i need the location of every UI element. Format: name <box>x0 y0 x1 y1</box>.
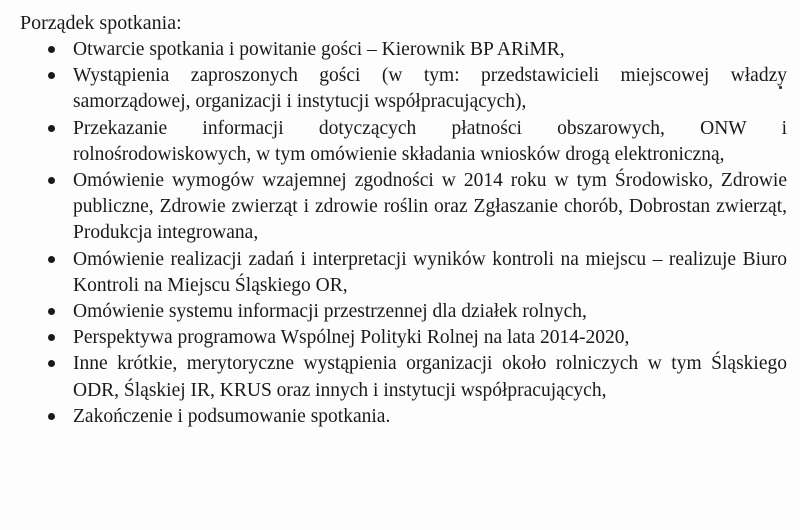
bullet-icon <box>48 256 55 263</box>
agenda-item-text: Wystąpienia zaproszonych gości (w tym: przedstawicieli miejscowej władzy samorządowej, organizacji i instytucji współpracujących), <box>73 65 787 113</box>
agenda-item-text: Omówienie realizacji zadań i interpretacji wyników kontroli na miejscu – realizuje Biuro Kontroli na Miejscu Śląskiego OR, <box>73 248 787 296</box>
agenda-item <box>0 247 800 299</box>
scan-speck <box>779 86 782 89</box>
bullet-icon <box>48 334 55 341</box>
agenda-item <box>0 116 800 168</box>
agenda-item <box>0 63 800 115</box>
agenda-item <box>0 168 800 247</box>
agenda-item-text: Przekazanie informacji dotyczących płatności obszarowych, ONW i rolnośrodowiskowych, w tym omówienie składania wniosków drogą elektroniczną, <box>73 117 787 165</box>
agenda-item <box>0 404 800 430</box>
bullet-icon <box>48 72 55 79</box>
bullet-icon <box>48 308 55 315</box>
bullet-icon <box>48 46 55 53</box>
agenda-item <box>0 325 800 351</box>
agenda-item-text: Omówienie wymogów wzajemnej zgodności w 2014 roku w tym Środowisko, Zdrowie publiczne, Zdrowie zwierząt i zdrowie roślin oraz Zgłaszanie chorób, Dobrostan zwierząt, Produkcja integrowana, <box>73 170 787 244</box>
bullet-icon <box>48 360 55 367</box>
agenda-item-text: Omówienie systemu informacji przestrzennej dla działek rolnych, <box>73 301 587 323</box>
agenda-item <box>0 299 800 325</box>
agenda-list <box>0 37 800 430</box>
agenda-item-text: Zakończenie i podsumowanie spotkania. <box>73 405 391 427</box>
agenda-heading: Porządek spotkania: <box>20 12 182 34</box>
agenda-item-text: Otwarcie spotkania i powitanie gości – Kierownik BP ARiMR, <box>73 39 565 60</box>
bullet-icon <box>48 413 55 420</box>
agenda-item-text: Perspektywa programowa Wspólnej Polityki Rolnej na lata 2014-2020, <box>73 327 630 349</box>
agenda-item <box>0 37 800 63</box>
bullet-icon <box>48 177 55 184</box>
bullet-icon <box>48 125 55 132</box>
agenda-item-text: Inne krótkie, merytoryczne wystąpienia organizacji około rolniczych w tym Śląskiego ODR, Śląskiej IR, KRUS oraz innych i instytucji współpracujących, <box>73 353 787 401</box>
agenda-item <box>0 351 800 403</box>
